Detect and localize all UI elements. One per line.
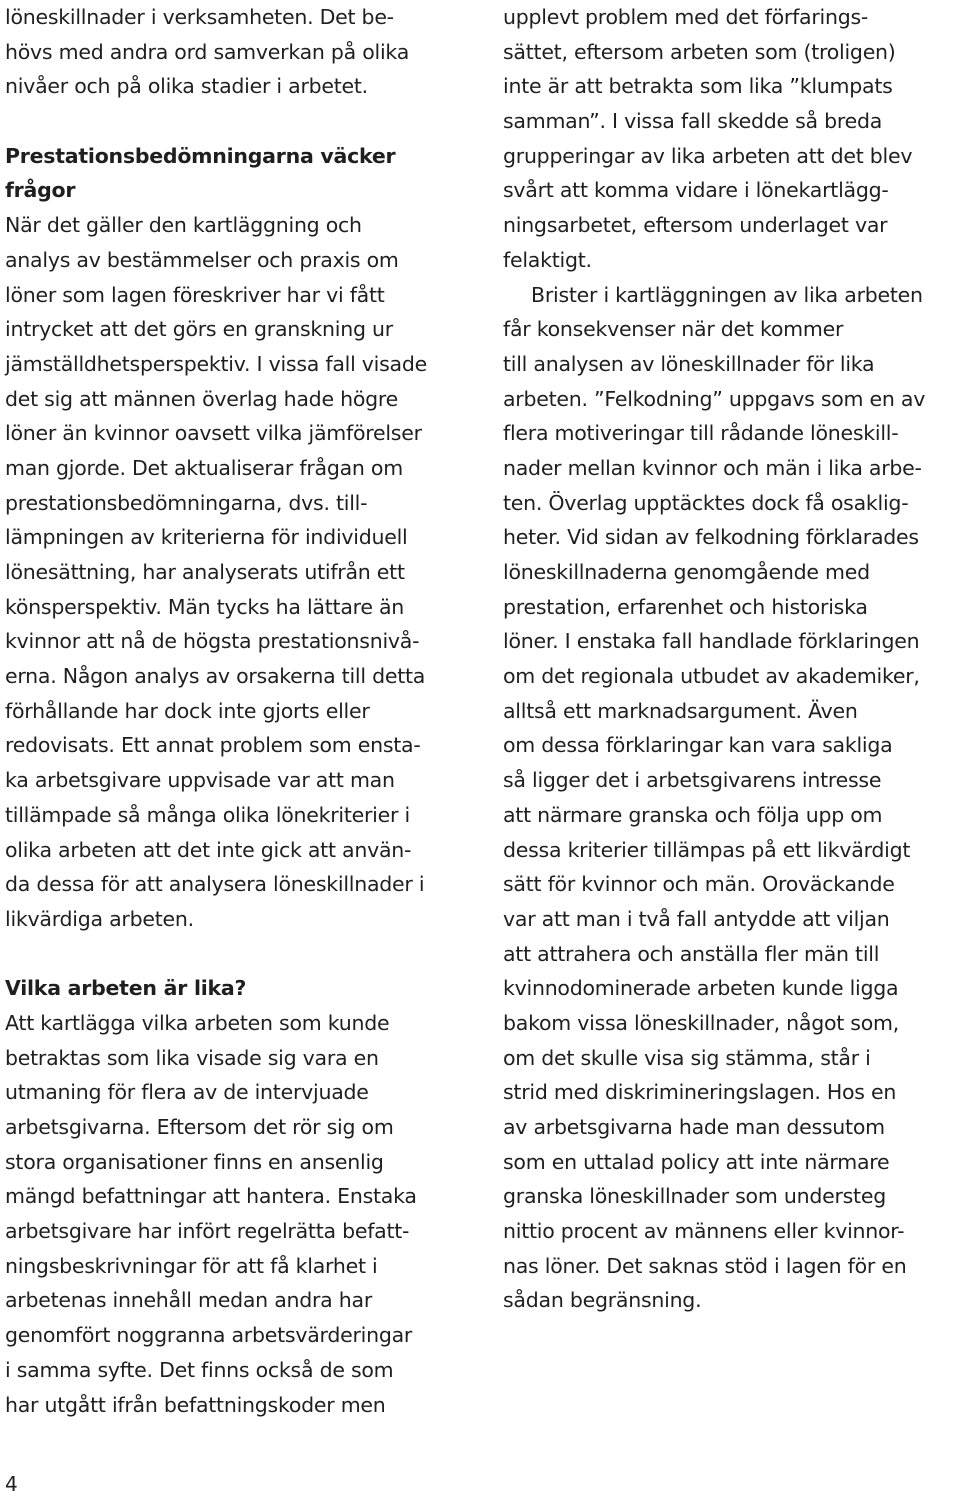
text-line: ningsarbetet, eftersom underlaget var	[503, 213, 888, 238]
text-line: ka arbetsgivare uppvisade var att man	[5, 768, 395, 793]
text-line: sätt för kvinnor och män. Oroväckande	[503, 872, 895, 897]
text-line: Brister i kartläggningen av lika arbeten	[531, 282, 923, 307]
text-line: intrycket att det görs en granskning ur	[5, 317, 393, 342]
text-line: löneskillnader i verksamheten. Det be-	[5, 5, 394, 29]
text-line: erna. Någon analys av orsakerna till detta	[5, 664, 426, 689]
text-line: likvärdiga arbeten.	[5, 906, 194, 931]
text-line: könsperspektiv. Män tycks ha lättare än	[5, 594, 405, 619]
text-line: samman”. I vissa fall skedde så breda	[503, 109, 883, 134]
paragraph-gap	[5, 937, 475, 972]
text-line: om dessa förklaringar kan vara sakliga	[503, 733, 893, 758]
text-line: bakom vissa löneskillnader, något som,	[503, 1010, 900, 1035]
text-line: det sig att männen överlag hade högre	[5, 386, 398, 411]
text-line: så ligger det i arbetsgivarens intresse	[503, 768, 882, 793]
text-line: alltså ett marknadsargument. Även	[503, 698, 858, 723]
text-line: tillämpade så många olika lönekriterier i	[5, 802, 410, 827]
text-line: felaktigt.	[503, 247, 592, 272]
text-line: grupperingar av lika arbeten att det blev	[503, 143, 913, 168]
paragraph-gap	[5, 104, 475, 139]
text-line: nader mellan kvinnor och män i lika arbe-	[503, 455, 922, 480]
text-line: av arbetsgivarna hade man dessutom	[503, 1115, 885, 1139]
text-line: ten. Överlag upptäcktes dock få osaklig-	[503, 490, 909, 515]
text-line: analys av bestämmelser och praxis om	[5, 247, 399, 272]
text-line: förhållande har dock inte gjorts eller	[5, 698, 370, 723]
text-line: svårt att komma vidare i lönekartlägg-	[503, 178, 889, 203]
text-line: som en uttalad policy att inte närmare	[503, 1149, 890, 1174]
text-line: löner än kvinnor oavsett vilka jämförelser	[5, 421, 422, 446]
text-line: da dessa för att analysera löneskillnader i	[5, 872, 425, 897]
text-line: prestationsbedömningarna, dvs. till-	[5, 490, 368, 515]
text-line: nittio procent av männens eller kvinnor-	[503, 1219, 905, 1244]
text-line: sådan begränsning.	[503, 1288, 702, 1313]
page-number: 4	[5, 1472, 18, 1496]
text-line: arbetenas innehåll medan andra har	[5, 1288, 372, 1313]
text-line: har utgått ifrån befattningskoder men	[5, 1392, 386, 1417]
text-line: lämpningen av kriterierna för individuell	[5, 525, 408, 550]
text-line: strid med diskrimineringslagen. Hos en	[503, 1080, 897, 1105]
text-line: löner. I enstaka fall handlade förklaringen	[503, 629, 920, 654]
text-line: man gjorde. Det aktualiserar frågan om	[5, 455, 403, 480]
text-line: inte är att betrakta som lika ”klumpats	[503, 74, 893, 99]
text-line: utmaning för flera av de intervjuade	[5, 1080, 369, 1105]
right-column	[503, 0, 960, 1318]
section-heading-line: Vilka arbeten är lika?	[5, 976, 247, 1001]
text-line: om det skulle visa sig stämma, står i	[503, 1045, 871, 1070]
left-column	[5, 0, 475, 1422]
text-line: till analysen av löneskillnader för lika	[503, 351, 875, 376]
text-line: i samma syfte. Det finns också de som	[5, 1357, 394, 1382]
text-line: upplevt problem med det förfarings-	[503, 5, 869, 29]
text-line: löneskillnaderna genomgående med	[503, 560, 870, 584]
text-line: sättet, eftersom arbeten som (troligen)	[503, 39, 896, 64]
text-line: att närmare granska och följa upp om	[503, 802, 883, 827]
text-line: arbetsgivare har infört regelrätta befatt-	[5, 1219, 410, 1244]
text-line: flera motiveringar till rådande löneskill-	[503, 421, 899, 446]
section-heading-line: Prestationsbedömningarna väcker	[5, 143, 396, 168]
text-line: olika arbeten att det inte gick att använ-	[5, 837, 412, 862]
text-line: stora organisationer finns en ansenlig	[5, 1149, 384, 1174]
text-line: att attrahera och anställa fler män till	[503, 941, 880, 966]
text-line: granska löneskillnader som understeg	[503, 1184, 886, 1209]
text-line: betraktas som lika visade sig vara en	[5, 1045, 379, 1070]
text-line: om det regionala utbudet av akademiker,	[503, 664, 920, 689]
text-line: prestation, erfarenhet och historiska	[503, 594, 868, 619]
text-line: kvinnodominerade arbeten kunde ligga	[503, 976, 899, 1001]
text-line: nivåer och på olika stadier i arbetet.	[5, 74, 368, 99]
section-heading-line: frågor	[5, 178, 76, 203]
text-line: Att kartlägga vilka arbeten som kunde	[5, 1010, 390, 1035]
text-line: mängd befattningar att hantera. Enstaka	[5, 1184, 417, 1209]
text-line: jämställdhetsperspektiv. I vissa fall visade	[5, 351, 427, 376]
text-line: nas löner. Det saknas stöd i lagen för en	[503, 1253, 907, 1278]
text-line: ningsbeskrivningar för att få klarhet i	[5, 1253, 378, 1278]
text-line: arbetsgivarna. Eftersom det rör sig om	[5, 1115, 394, 1139]
text-line: var att man i två fall antydde att viljan	[503, 906, 890, 931]
text-line: arbeten. ”Felkodning” uppgavs som en av	[503, 386, 926, 411]
text-line: lönesättning, har analyserats utifrån ett	[5, 560, 405, 584]
text-line: får konsekvenser när det kommer	[503, 317, 844, 342]
text-line: kvinnor att nå de högsta prestationsnivå-	[5, 629, 420, 654]
text-line: löner som lagen föreskriver har vi fått	[5, 282, 385, 307]
text-line: dessa kriterier tillämpas på ett likvärdigt	[503, 837, 911, 862]
text-line: redovisats. Ett annat problem som ensta-	[5, 733, 421, 758]
text-line: heter. Vid sidan av felkodning förklarades	[503, 525, 919, 550]
text-line: genomfört noggranna arbetsvärderingar	[5, 1323, 413, 1348]
text-line: När det gäller den kartläggning och	[5, 213, 362, 238]
text-line: hövs med andra ord samverkan på olika	[5, 39, 410, 64]
